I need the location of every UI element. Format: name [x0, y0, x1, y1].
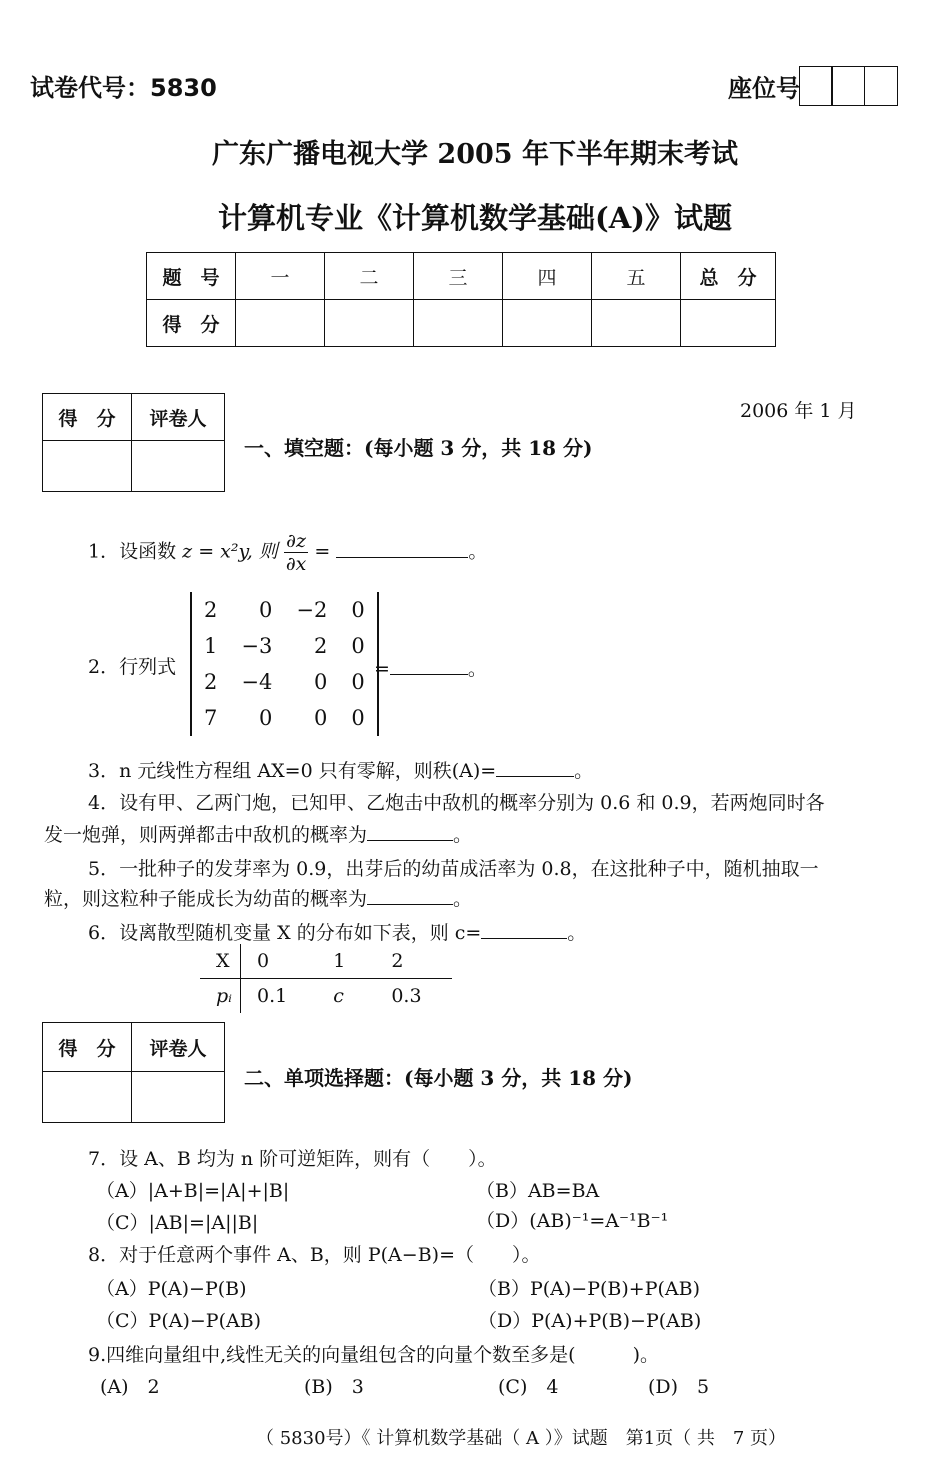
seat-box-3 [864, 66, 898, 106]
q3-answer-blank[interactable] [496, 760, 574, 777]
score-cell[interactable] [325, 300, 414, 347]
q3-text: 3．n 元线性方程组 AX=0 只有零解，则秩(A)= [88, 760, 497, 782]
header-cell: 题 号 [147, 253, 236, 300]
q5-line1: 5．一批种子的发芽率为 0.9，出芽后的幼苗成活率为 0.8，在这批种子中，随机抽取一 [88, 858, 819, 880]
score-cell[interactable] [414, 300, 503, 347]
header-cell: 二 [325, 253, 414, 300]
seat-number-field [728, 66, 898, 106]
grader-score-label: 得 分 [43, 394, 132, 441]
score-cell[interactable] [503, 300, 592, 347]
q2-end: 。 [467, 658, 487, 680]
q4-line1: 4．设有甲、乙两门炮，已知甲、乙炮击中敌机的概率分别为 0.6 和 0.9，若两炮同时各 [88, 792, 825, 814]
matrix-cell: −2 [296, 598, 328, 622]
matrix-cell: 0 [351, 634, 365, 658]
matrix-cell: 0 [351, 706, 365, 730]
matrix-cell: 0 [258, 598, 273, 622]
section2-title: 二、单项选择题：(每小题 3 分，共 18 分) [244, 1066, 633, 1090]
question-3 [88, 756, 593, 783]
q7-option-c[interactable]: （C）|AB|=|A||B| [96, 1212, 259, 1234]
q6-end: 。 [567, 922, 587, 944]
determinant-matrix [192, 592, 377, 736]
q5-answer-blank[interactable] [367, 888, 453, 905]
q7-option-d[interactable]: （D）(AB)⁻¹=A⁻¹B⁻¹ [476, 1210, 669, 1232]
question-5-cont [44, 884, 472, 911]
dist-cell: pᵢ [200, 979, 241, 1014]
q3-end: 。 [574, 760, 594, 782]
q2-determinant [190, 592, 379, 736]
q1-answer-blank[interactable] [336, 541, 468, 558]
row-label: 得 分 [147, 300, 236, 347]
q1-function: z = x²y, 则 [182, 540, 278, 563]
page-footer: （ 5830号）《 计算机数学基础（ A ）》试题 第1页（ 共 7 页） [256, 1428, 787, 1449]
q6-text: 6．设离散型随机变量 X 的分布如下表，则 c= [88, 922, 482, 944]
section1-title: 一、填空题：(每小题 3 分，共 18 分) [244, 436, 593, 460]
matrix-cell: −3 [241, 634, 273, 658]
grader-name-cell[interactable] [132, 1072, 225, 1123]
paper-code: 试卷代号：5830 [30, 74, 217, 102]
q1-equals: = [314, 540, 331, 563]
q2-answer-blank[interactable] [390, 658, 468, 675]
score-table-header [147, 253, 776, 300]
dist-cell: 0.1 [257, 985, 288, 1007]
matrix-cell: −4 [241, 670, 273, 694]
header-cell: 总 分 [681, 253, 776, 300]
header-cell: 三 [414, 253, 503, 300]
dist-cell: c [333, 985, 344, 1007]
matrix-cell: 7 [204, 706, 218, 730]
grader-score-cell[interactable] [43, 441, 132, 492]
matrix-cell: 0 [313, 706, 328, 730]
q1-denominator: ∂x [285, 553, 307, 575]
q8-option-a[interactable]: （A）P(A)−P(B) [96, 1278, 247, 1300]
grader-box-1 [42, 393, 225, 492]
q9-option-d[interactable]: (D) 5 [648, 1376, 710, 1398]
score-table [146, 252, 776, 347]
q6-answer-blank[interactable] [481, 922, 567, 939]
dist-cell: 0 [257, 950, 270, 972]
q1-partial-fraction [284, 530, 309, 575]
q4-answer-blank[interactable] [367, 824, 453, 841]
q9-option-a[interactable]: (A) 2 [100, 1376, 160, 1398]
q9-option-c[interactable]: (C) 4 [498, 1376, 559, 1398]
distribution-table [200, 944, 452, 1013]
matrix-cell: 2 [313, 634, 328, 658]
matrix-cell: 2 [204, 598, 218, 622]
dist-cell: 1 [333, 950, 346, 972]
dist-cell: 0.3 [391, 985, 422, 1007]
q8-option-c[interactable]: （C）P(A)−P(AB) [96, 1310, 262, 1332]
q5-line2: 粒，则这粒种子能成长为幼苗的概率为 [44, 888, 368, 910]
matrix-cell: 1 [204, 634, 218, 658]
q2-answer [374, 654, 487, 681]
exam-title: 广东广播电视大学 2005 年下半年期末考试 [212, 139, 738, 170]
q9-stem: 9.四维向量组中,线性无关的向量组包含的向量个数至多是( )。 [88, 1344, 659, 1366]
matrix-cell: 0 [351, 598, 365, 622]
seat-label: 座位号 [728, 74, 800, 103]
seat-box-1 [799, 66, 833, 106]
q7-option-a[interactable]: （A）|A+B|=|A|+|B| [96, 1180, 290, 1202]
course-title: 计算机专业《计算机数学基础(A)》试题 [218, 201, 732, 235]
q7-stem: 7．设 A、B 均为 n 阶可逆矩阵，则有（ ）。 [88, 1148, 497, 1170]
score-table-row [147, 300, 776, 347]
matrix-cell: 0 [313, 670, 328, 694]
q5-end: 。 [453, 888, 473, 910]
q7-option-b[interactable]: （B）AB=BA [476, 1180, 600, 1202]
grader-score-label: 得 分 [43, 1023, 132, 1072]
header-cell: 四 [503, 253, 592, 300]
grader-name-label: 评卷人 [132, 1023, 225, 1072]
grader-name-cell[interactable] [132, 441, 225, 492]
score-cell[interactable] [592, 300, 681, 347]
q1-prefix: 1．设函数 [88, 540, 177, 563]
grader-name-label: 评卷人 [132, 394, 225, 441]
grader-score-cell[interactable] [43, 1072, 132, 1123]
header-cell: 一 [236, 253, 325, 300]
q4-line2: 发一炮弹，则两弹都击中敌机的概率为 [44, 824, 368, 846]
grader-box-2 [42, 1022, 225, 1123]
q8-option-d[interactable]: （D）P(A)+P(B)−P(AB) [478, 1310, 702, 1332]
exam-date: 2006 年 1 月 [740, 400, 857, 422]
score-cell[interactable] [681, 300, 776, 347]
matrix-cell: 0 [258, 706, 273, 730]
matrix-cell: 2 [204, 670, 218, 694]
q4-end: 。 [453, 824, 473, 846]
dist-cell: X [200, 944, 241, 979]
q2-prefix: 2．行列式 [88, 656, 177, 678]
header-cell: 五 [592, 253, 681, 300]
question-6 [88, 918, 586, 945]
question-1 [88, 530, 487, 575]
dist-cell: 2 [391, 950, 404, 972]
q9-option-b[interactable]: (B) 3 [304, 1376, 364, 1398]
q8-option-b[interactable]: （B）P(A)−P(B)+P(AB) [478, 1278, 700, 1300]
q1-numerator: ∂z [284, 530, 309, 553]
question-4-cont [44, 820, 472, 847]
q8-stem: 8．对于任意两个事件 A、B，则 P(A−B)=（ ）。 [88, 1244, 541, 1266]
q2-equals: = [374, 658, 390, 680]
score-cell[interactable] [236, 300, 325, 347]
seat-box-2 [831, 66, 865, 106]
matrix-cell: 0 [351, 670, 365, 694]
q1-end: 。 [468, 540, 488, 563]
